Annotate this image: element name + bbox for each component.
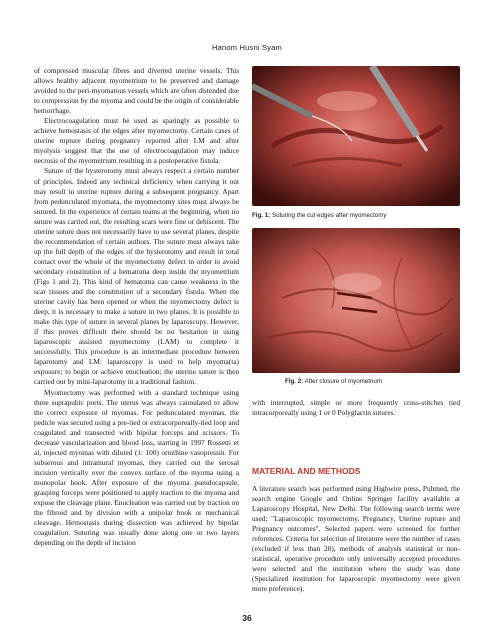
running-header: Hanom Husni Syam [212, 43, 282, 52]
body-paragraph: with interrupted, simple or more frequently cross-stitches tied intracorporeally using 1 or 0 Polyglactin sutures. [252, 398, 460, 418]
figure-2-label: Fig. 2: [285, 378, 304, 385]
page-number: 36 [242, 613, 252, 623]
section-heading: MATERIAL AND METHODS [252, 466, 361, 476]
figure-2-photo [252, 228, 460, 373]
body-paragraph: Suture of the hysterotomy must always respect a certain number of principles. Indeed any technical deficiency when carrying it out may result in uterine rupture during a subsequent pregnancy. Apart from pedunculated myomata, the myomectomy sites must always be sutured. In the experience of certain teams at the beginning, when no suture was carried out, the resulting scars were fine or dehiscent. The uterine suture does not necessarily have to use several planes, despite the recommendation of certain authors. The suture must always take up the full depth of the edges of the hysterotomy and result in total contact over the whole of the myomectomy defect in order to avoid secondary constitution of a hematoma deep inside the myometrium (Figs 1 and 2). This kind of hematoma can cause weakness in the scar tissues and the constitution of a secondary fistula. When the uterine cavity has been opened or when the myomectomy defect is deep, it is necessary to make a suture in two planes. It is possible to make this type of suture in several planes by laparoscopy. However, if this proves difficult there should be no hesitation in using laparoscopic assisted myomectomy (LAM) to complete it successfully. This procedure is an intermediate procedure between laparotomy and LM: laparoscopy is used to help myoma(ta) exposure; to begin or achieve enucleation; the uterine suture is then carried out by mini-laparotomy in a traditional fashion. [34, 166, 239, 387]
body-paragraph: of compressed muscular fibres and diverted uterine vessels. This allows healthy adjacent myometrium to be preserved and damage avoided to the peri-myomatous vessels which are often distended due to compression by the myoma and could be the origin of considerable hemorrhage. [34, 66, 239, 116]
figure-2-caption [285, 378, 494, 385]
methods-column [252, 484, 460, 595]
figure-2-caption-text: After closure of myometrium [304, 378, 382, 385]
body-paragraph: Myomectomy was performed with a standard technique using three suprapubic ports. The uterus was always cannulated to allow the correct exposure of myomas. For pedunculated myomas, the pedicle was secured using a pre-tied or extracorporeally-tied loop and coagulated and transected with bipolar forceps and scissors. To decrease vascularization and blood loss, starting in 1997 Rossetti et al, injected myomas with diluted (1: 100) ornithine vasopressin. For subserous and intramural myomas, they carried out the serosal incision vertically over the convex surface of the myoma using a monopolar hook. After exposure of the myoma pseudocapsule, grasping forceps were positioned to apply traction to the myoma and expose the cleavage plane. Enucleation was carried out by traction on the fibroid and by division with a unipolar hook or mechanical cleavage. Hemostasis during dissection was achieved by bipolar coagulation. Suturing was usually done along one or two layers depending on the depth of incision [34, 387, 239, 548]
figure-1-image [252, 66, 460, 206]
body-paragraph: A literature search was performed using Highwire press, Pubmed, the search engine Google and Online Springer facility available at Laparoscopy Hospital, New Delhi. The following search terms were used; "Laparoscopic myomectomy, Pregnancy, Uterine rupture and Pregnancy outcomes". Selected papers were screened for further references. Criteria for selection of literature were the number of cases (excluded if less than 20), methods of analysis statistical or non-statistical, operative procedure only universally accepted procedures were selected and the institution where the study was done (Specialized institution for laparoscopic myomectomy were given more preference). [252, 484, 460, 594]
figure-1-label: Fig. 1: [252, 212, 271, 219]
figure-2-image [252, 228, 460, 373]
left-column [34, 66, 239, 548]
figure-1-caption-text: Suturing the cut edges after myomectomy [271, 212, 387, 219]
figure-1-caption [252, 212, 472, 219]
body-paragraph: Electrocoagulation must be used as sparingly as possible to achieve hemostasis of the edges after myomectomy. Certain cases of uterine rupture during pregnancy reported after LM and after myolysis suggest that the use of electrocoagulation may induce necrosis of the myometrium resulting in a postoperative fistula. [34, 116, 239, 166]
figure-1-photo [252, 66, 460, 206]
right-column-continuation [252, 398, 460, 418]
